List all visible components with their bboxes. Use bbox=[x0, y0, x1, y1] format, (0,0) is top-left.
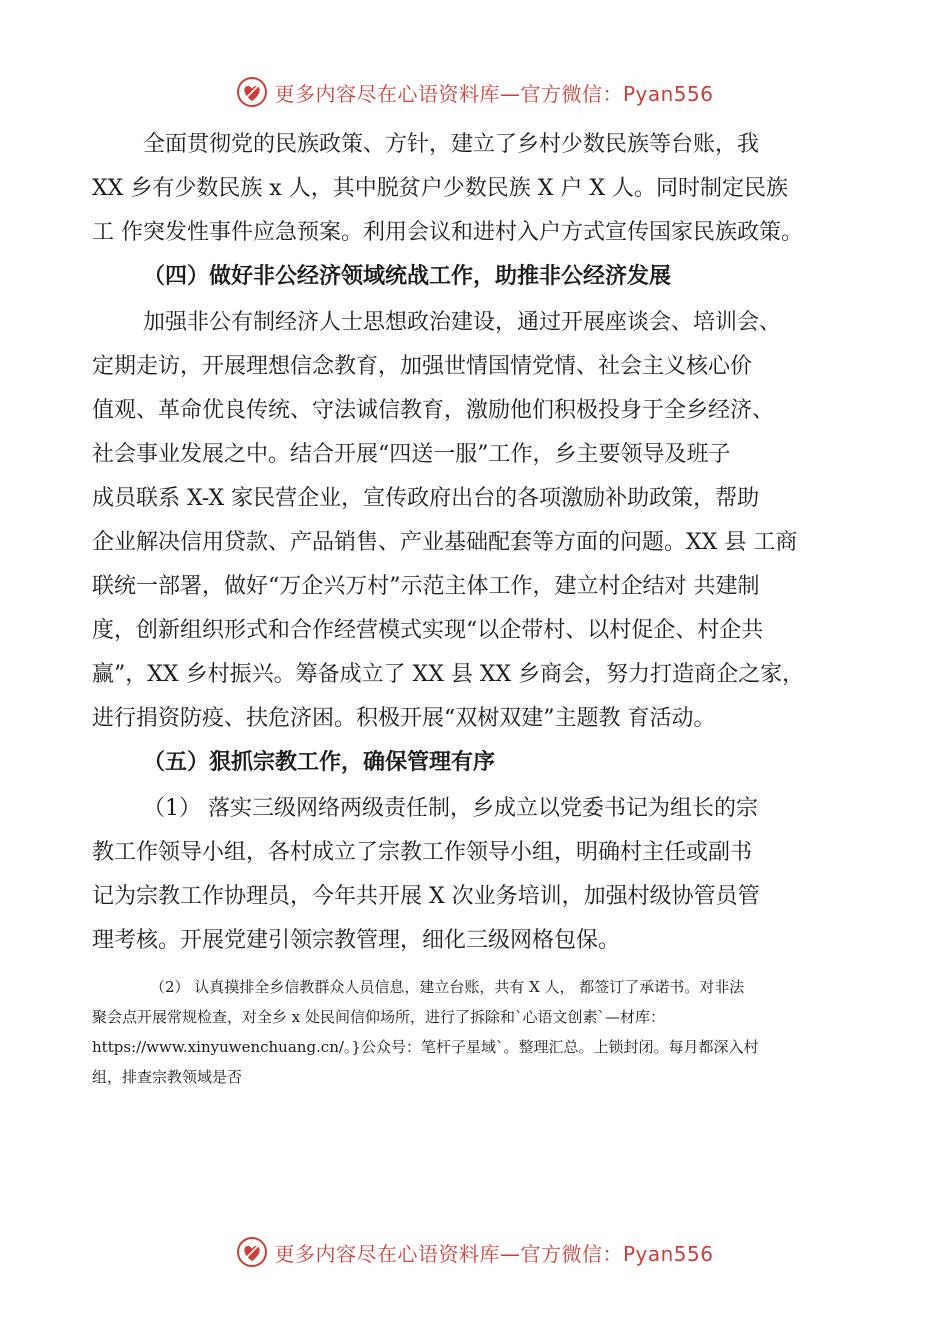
paragraph-line: 教工作领导小组，各村成立了宗教工作领导小组，明确村主任或副书 bbox=[92, 840, 753, 865]
section-heading: （五）狠抓宗教工作，确保管理有序 bbox=[143, 750, 496, 775]
small-paragraph-line: （2） 认真摸排全乡信教群众人员信息，建立台账，共有 X 人， 都签订了承诺书。对非法 bbox=[150, 978, 745, 996]
paragraph-line: 定期走访，开展理想信念教育，加强世情国情党情、社会主义核心价 bbox=[92, 354, 753, 379]
paragraph-line: 值观、革命优良传统、守法诚信教育，激励他们积极投身于全乡经济、 bbox=[92, 398, 775, 423]
footer-banner bbox=[0, 1232, 950, 1272]
paragraph-line: 企业解决信用贷款、产品销售、产业基础配套等方面的问题。XX 县 工商 bbox=[92, 530, 798, 555]
small-paragraph-line: 聚会点开展常规检查，对全乡 x 处民间信仰场所，进行了拆除和`心语文创素`—材库： bbox=[92, 1008, 665, 1026]
paragraph-line: 成员联系 X-X 家民营企业，宣传政府出台的各项激励补助政策，帮助 bbox=[92, 486, 760, 511]
paragraph-line: 赢”，XX 乡村振兴。筹备成立了 XX 县 XX 乡商会，努力打造商企之家， bbox=[92, 662, 805, 687]
paragraph-line: 加强非公有制经济人士思想政治建设，通过开展座谈会、培训会、 bbox=[143, 310, 782, 335]
paragraph-line: 记为宗教工作协理员，今年共开展 X 次业务培训，加强村级协管员管 bbox=[92, 884, 760, 909]
paragraph-line: 全面贯彻党的民族政策、方针，建立了乡村少数民族等台账，我 bbox=[143, 132, 760, 157]
small-paragraph-line: 组，排查宗教领域是否 bbox=[92, 1068, 243, 1086]
paragraph-line: XX 乡有少数民族 x 人，其中脱贫户少数民族 X 户 X 人。同时制定民族 bbox=[92, 176, 789, 201]
small-paragraph-line: https://www.xinyuwenchuang.cn/。}公众号：笔杆子星域`。整理汇总。上锁封闭。每月都深入村 bbox=[92, 1038, 759, 1056]
paragraph-line: 理考核。开展党建引领宗教管理，细化三级网格包保。 bbox=[92, 928, 621, 953]
banner-text: 更多内容尽在心语资料库—官方微信：Pyan556 bbox=[274, 1241, 714, 1266]
paragraph-line: 社会事业发展之中。结合开展“四送一服”工作，乡主要领导及班子 bbox=[92, 442, 731, 467]
paragraph-line: 进行捐资防疫、扶危济困。积极开展“双树双建”主题教 育活动。 bbox=[92, 706, 716, 731]
section-heading: （四）做好非公经济领域统战工作，助推非公经济发展 bbox=[143, 264, 672, 289]
heart-logo-icon bbox=[236, 76, 268, 108]
paragraph-line: 联统一部署，做好“万企兴万村”示范主体工作，建立村企结对 共建制 bbox=[92, 574, 760, 599]
paragraph-line: 工 作突发性事件应急预案。利用会议和进村入户方式宣传国家民族政策。 bbox=[92, 220, 803, 245]
heart-logo-icon bbox=[236, 1236, 268, 1268]
header-banner bbox=[0, 72, 950, 112]
banner-text: 更多内容尽在心语资料库—官方微信：Pyan556 bbox=[274, 81, 714, 106]
paragraph-line: 度，创新组织形式和合作经营模式实现“以企带村、以村促企、村企共 bbox=[92, 618, 764, 643]
paragraph-line: （1） 落实三级网络两级责任制，乡成立以党委书记为组长的宗 bbox=[143, 796, 758, 821]
